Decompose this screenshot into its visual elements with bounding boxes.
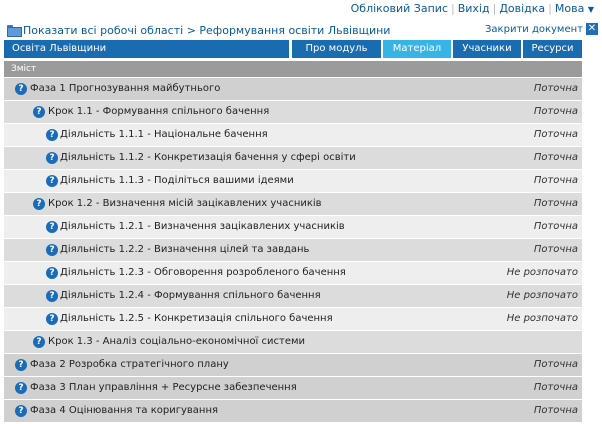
- help-icon[interactable]: ?: [46, 152, 58, 164]
- item-label[interactable]: Діяльність 1.2.5 - Конкретизація спільного бачення: [60, 313, 333, 324]
- tab-bar: [4, 40, 582, 58]
- close-icon[interactable]: ✕: [587, 23, 597, 34]
- help-icon[interactable]: ?: [15, 83, 27, 95]
- help-icon[interactable]: ?: [46, 313, 58, 325]
- help-icon[interactable]: ?: [33, 106, 45, 118]
- item-label[interactable]: Діяльність 1.1.2 - Конкретизація бачення у сфері освіти: [60, 152, 356, 163]
- item-label[interactable]: Крок 1.2 - Визначення місій зацікавлених учасників: [48, 198, 322, 209]
- account-link[interactable]: Обліковий Запис: [350, 2, 448, 15]
- item-label[interactable]: Діяльність 1.2.1 - Визначення зацікавлених учасників: [60, 221, 345, 232]
- step-row[interactable]: [4, 193, 582, 215]
- help-icon[interactable]: ?: [15, 359, 27, 371]
- item-status: Поточна: [533, 129, 578, 140]
- folder-icon: [7, 24, 20, 35]
- item-label[interactable]: Фаза 2 Розробка стратегічного плану: [30, 359, 229, 370]
- item-label[interactable]: Діяльність 1.2.3 - Обговорення розробленого бачення: [60, 267, 346, 278]
- activity-row[interactable]: [4, 285, 582, 307]
- tab-about[interactable]: Про модуль: [292, 40, 381, 58]
- item-status: Поточна: [533, 382, 578, 393]
- item-status: Не розпочато: [506, 290, 578, 301]
- item-status: Поточна: [533, 175, 578, 186]
- item-status: Поточна: [533, 221, 578, 232]
- item-status: Поточна: [533, 359, 578, 370]
- activity-row[interactable]: [4, 124, 582, 146]
- module-title: Освіта Львівщини: [4, 40, 289, 58]
- help-icon[interactable]: ?: [15, 405, 27, 417]
- activity-row[interactable]: [4, 216, 582, 238]
- item-label[interactable]: Крок 1.3 - Аналіз соціально-економічної системи: [48, 336, 306, 347]
- item-status: Поточна: [533, 106, 578, 117]
- help-icon[interactable]: ?: [33, 198, 45, 210]
- close-document-label: Закрити документ: [485, 24, 583, 35]
- tab-resources[interactable]: Ресурси: [523, 40, 582, 58]
- help-link[interactable]: Довідка: [499, 2, 546, 15]
- item-label[interactable]: Діяльність 1.1.3 - Поділіться вашими ідеями: [60, 175, 294, 186]
- item-label[interactable]: Фаза 1 Прогнозування майбутнього: [30, 83, 221, 94]
- tab-material[interactable]: Матеріал: [383, 40, 451, 58]
- activity-row[interactable]: [4, 170, 582, 192]
- breadcrumb-all-areas-link[interactable]: Показати всі робочі області: [23, 24, 184, 37]
- phase-row[interactable]: [4, 377, 582, 399]
- help-icon[interactable]: ?: [46, 221, 58, 233]
- phase-row[interactable]: [4, 400, 582, 422]
- language-label: Мова: [554, 2, 585, 15]
- contents-list: [4, 61, 582, 423]
- item-label[interactable]: Крок 1.1 - Формування спільного бачення: [48, 106, 270, 117]
- close-document-button[interactable]: [485, 23, 597, 35]
- chevron-down-icon: ▼: [587, 5, 594, 14]
- item-status: Не розпочато: [506, 267, 578, 278]
- step-row[interactable]: [4, 331, 582, 353]
- breadcrumb: [7, 24, 390, 37]
- item-status: Поточна: [533, 83, 578, 94]
- item-label[interactable]: Фаза 3 План управління + Ресурсне забезпечення: [30, 382, 297, 393]
- activity-row[interactable]: [4, 262, 582, 284]
- step-row[interactable]: [4, 101, 582, 123]
- item-label[interactable]: Діяльність 1.2.4 - Формування спільного бачення: [60, 290, 321, 301]
- help-icon[interactable]: ?: [15, 382, 27, 394]
- help-icon[interactable]: ?: [46, 290, 58, 302]
- logout-link[interactable]: Вихід: [457, 2, 490, 15]
- item-status: Поточна: [533, 244, 578, 255]
- top-navigation: Обліковий Запис | Вихід | Довідка | Мова ▼: [350, 2, 594, 15]
- breadcrumb-separator: >: [186, 24, 196, 37]
- help-icon[interactable]: ?: [46, 175, 58, 187]
- help-icon[interactable]: ?: [46, 244, 58, 256]
- item-label[interactable]: Діяльність 1.1.1 - Національне бачення: [60, 129, 268, 140]
- item-label[interactable]: Фаза 4 Оцінювання та коригування: [30, 405, 219, 416]
- item-status: Не розпочато: [506, 313, 578, 324]
- activity-row[interactable]: [4, 147, 582, 169]
- language-menu[interactable]: [555, 2, 594, 15]
- item-status: Поточна: [533, 152, 578, 163]
- phase-row[interactable]: [4, 78, 582, 100]
- item-status: Поточна: [533, 405, 578, 416]
- contents-header: Зміст: [4, 61, 582, 77]
- item-status: Поточна: [533, 198, 578, 209]
- activity-row[interactable]: [4, 239, 582, 261]
- tab-members[interactable]: Учасники: [453, 40, 521, 58]
- help-icon[interactable]: ?: [33, 336, 45, 348]
- help-icon[interactable]: ?: [46, 129, 58, 141]
- activity-row[interactable]: [4, 308, 582, 330]
- item-label[interactable]: Діяльність 1.2.2 - Визначення цілей та завдань: [60, 244, 310, 255]
- phase-row[interactable]: [4, 354, 582, 376]
- help-icon[interactable]: ?: [46, 267, 58, 279]
- breadcrumb-current: Реформування освіти Львівщини: [199, 24, 391, 37]
